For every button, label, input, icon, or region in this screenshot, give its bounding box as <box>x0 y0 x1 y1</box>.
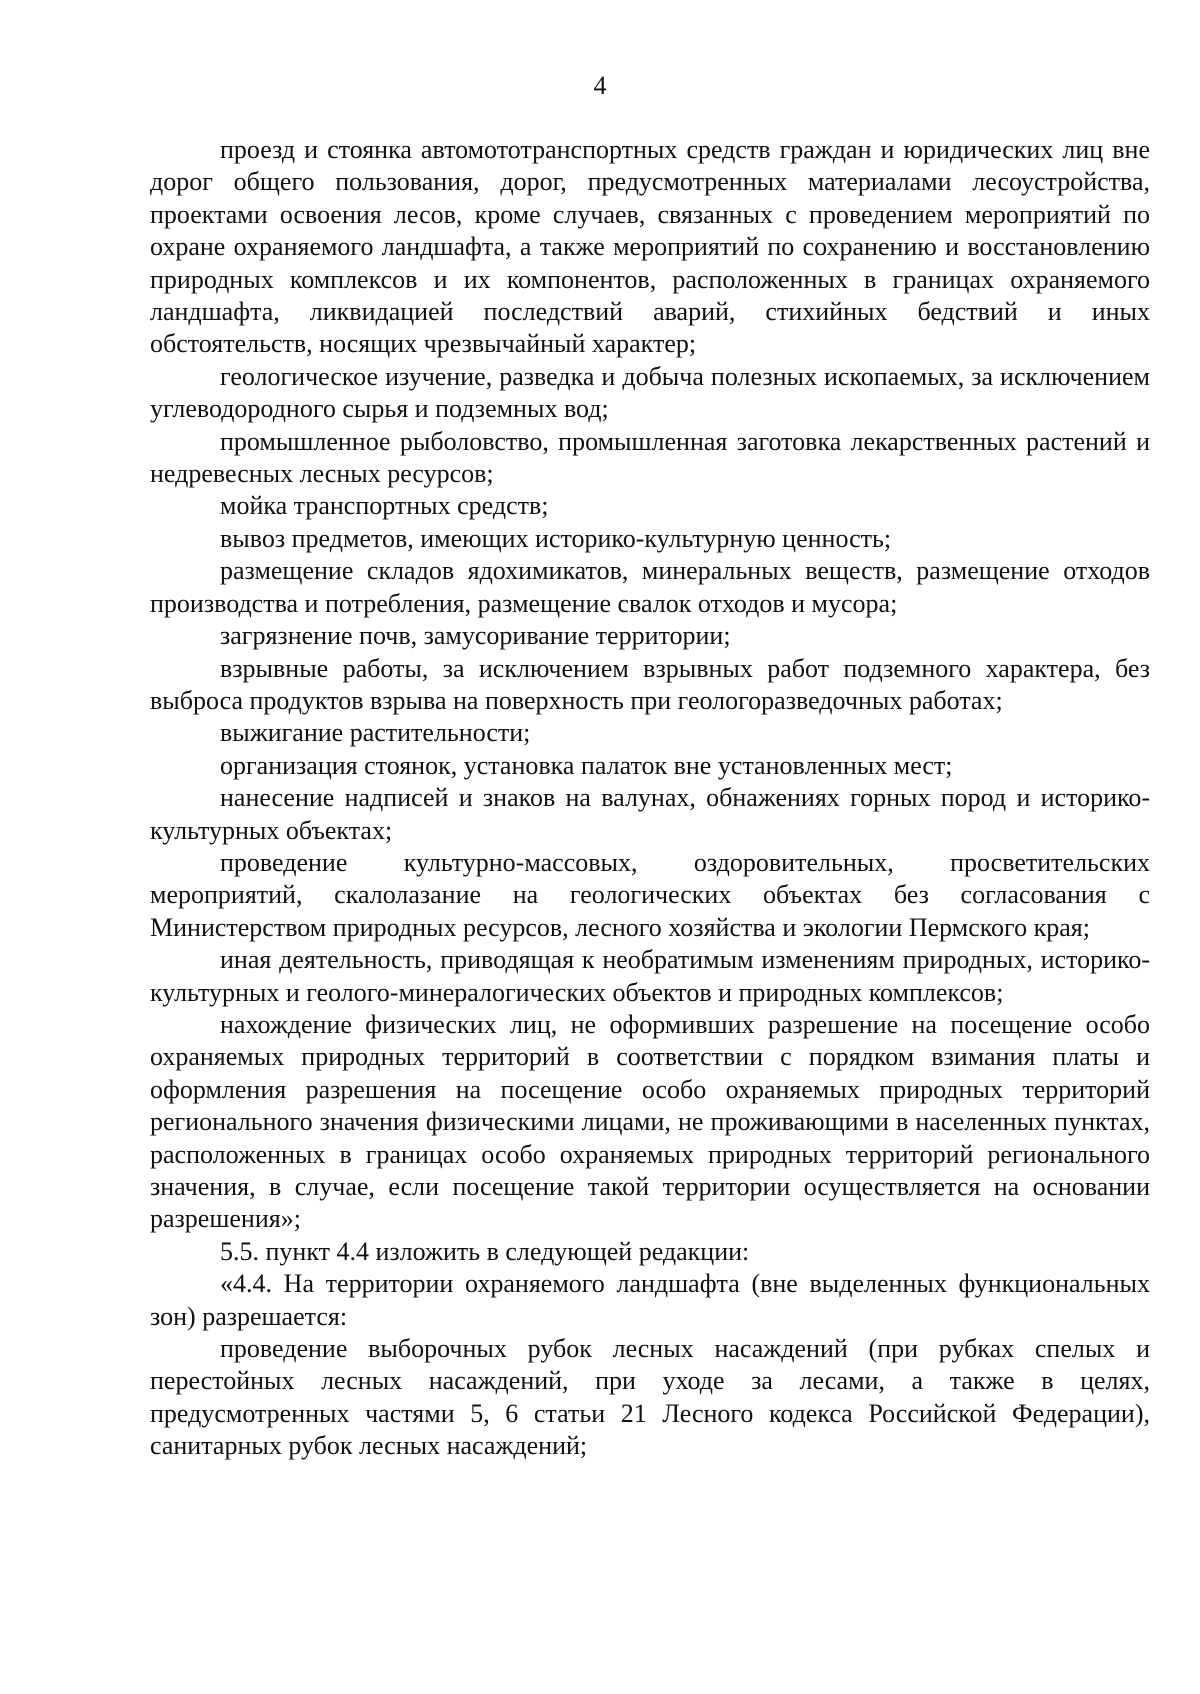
paragraph-cultural-events: проведение культурно-массовых, оздоровительных, просветительских мероприятий, скалолазание на геологических объектах без согласования с Министерством природных ресурсов, лесного хозяйства и экологии Пермского края; <box>150 847 1150 942</box>
paragraph-vehicle-washing: мойка транспортных средств; <box>220 491 549 521</box>
paragraph-industrial-fishing: промышленное рыболовство, промышленная заготовка лекарственных растений и недревесных лесных ресурсов; <box>150 426 1150 489</box>
paragraph-clause-4-4: «4.4. На территории охраняемого ландшафта (вне выделенных функциональных зон) разрешается: <box>150 1269 1150 1331</box>
paragraph-vegetation-burning: выжигание растительности; <box>220 718 531 748</box>
paragraph-chemical-storage: размещение складов ядохимикатов, минеральных веществ, размещение отходов производства и потребления, размещение свалок отходов и мусора; <box>150 556 1150 618</box>
paragraph-irreversible-activity: иная деятельность, приводящая к необратимым изменениям природных, историко-культурных и геолого-минералогических объектов и природных комплексов; <box>150 945 1150 1007</box>
paragraph-vehicle-parking: проезд и стоянка автомототранспортных средств граждан и юридических лиц вне дорог общего пользования, дорог, предусмотренных материалами лесоустройства, проектами освоения лесов, кроме случаев, связанных с проведением мероприятий по охране охраняемого ландшафта, а также мероприятий по сохранению и восстановлению природных комплексов и их компонентов, расположенных в границах охраняемого ландшафта, ликвидацией последствий аварий, стихийных бедствий и иных обстоятельств, носящих чрезвычайный характер; <box>150 135 1150 359</box>
paragraph-camping: организация стоянок, установка палаток вне установленных мест; <box>220 750 953 780</box>
paragraph-visitor-permits: нахождение физических лиц, не оформивших разрешение на посещение особо охраняемых природных территорий в соответствии с порядком взимания платы и оформления разрешения на посещение особо охраняемых природных территорий регионального значения физическими лицами, не проживающими в населенных пунктах, расположенных в границах особо охраняемых природных территорий регионального значения, в случае, если посещение такой территории осуществляется на основании разрешения»; <box>150 1009 1150 1234</box>
document-body <box>150 134 1150 1463</box>
paragraph-geological-survey: геологическое изучение, разведка и добыча полезных ископаемых, за исключением углеводородного сырья и подземных вод; <box>150 361 1150 424</box>
page-number: 4 <box>593 71 607 100</box>
paragraph-selective-logging: проведение выборочных рубок лесных насаждений (при рубках спелых и перестойных лесных насаждений, при уходе за лесами, а также в целях, предусмотренных частями 5, 6 статьи 21 Лесного кодекса Российской Федерации), санитарных рубок лесных насаждений; <box>150 1334 1150 1461</box>
paragraph-clause-5-5: 5.5. пункт 4.4 изложить в следующей редакции: <box>220 1236 750 1266</box>
paragraph-inscriptions: нанесение надписей и знаков на валунах, обнажениях горных пород и историко-культурных объектах; <box>150 783 1150 845</box>
paragraph-export-cultural-items: вывоз предметов, имеющих историко-культурную ценность; <box>220 523 892 553</box>
paragraph-soil-pollution: загрязнение почв, замусоривание территории; <box>220 621 731 651</box>
paragraph-blasting-works: взрывные работы, за исключением взрывных работ подземного характера, без выброса продуктов взрыва на поверхность при геологоразведочных работах; <box>150 653 1150 715</box>
